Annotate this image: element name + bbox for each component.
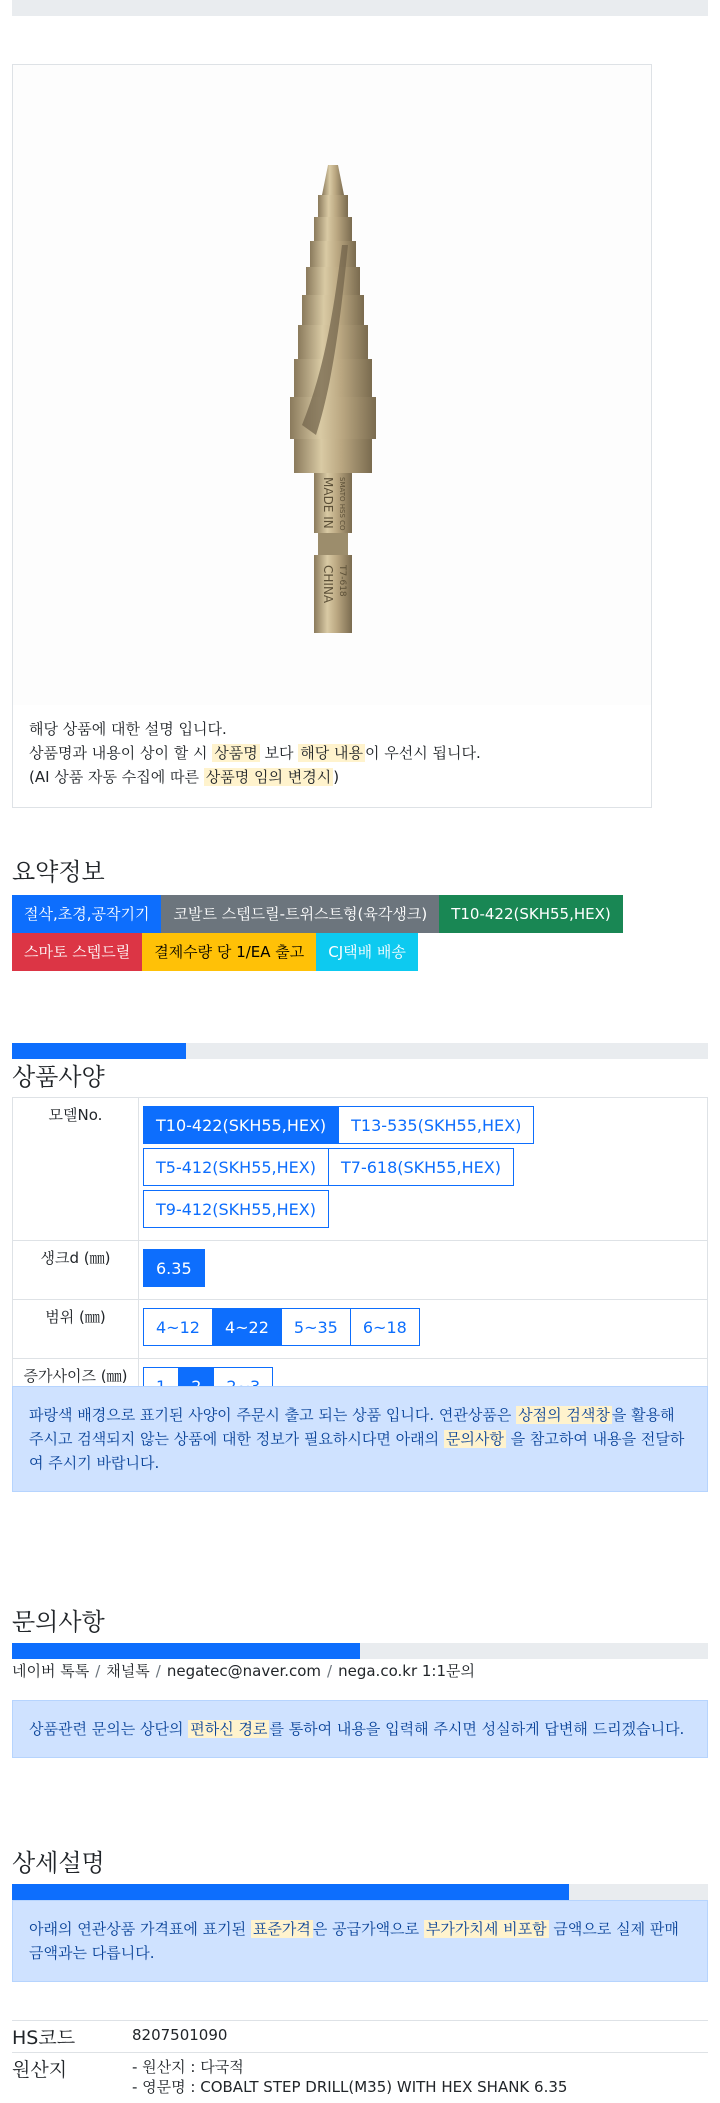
note-line-3: (AI 상품 자동 수집에 따른 상품명 임의 변경시 ) <box>29 768 340 786</box>
summary-tags-row-2 <box>12 933 418 971</box>
spec-option-button[interactable]: T13-535(SKH55,HEX) <box>338 1106 534 1144</box>
detail-title: 상세설명 <box>12 1849 105 1877</box>
spec-option-button[interactable]: 5~35 <box>281 1308 351 1346</box>
contact-link[interactable]: 채널톡 <box>106 1662 150 1680</box>
detail-progress-fill <box>12 1884 569 1900</box>
origin-line-1: - 원산지 : 다국적 <box>132 2058 244 2076</box>
contact-links <box>12 1660 475 1681</box>
engraving-china: CHINA <box>321 565 335 604</box>
engraving-brand: SMATO HSS CO <box>338 477 346 531</box>
spec-option-button[interactable]: 4~22 <box>212 1308 282 1346</box>
inquiry-title: 문의사항 <box>12 1608 105 1636</box>
spec-row <box>13 1300 708 1359</box>
contact-link[interactable]: negatec@naver.com <box>166 1662 322 1680</box>
note-line-2: 상품명과 내용이 상이 할 시 상품명 보다 해당 내용 이 우선시 됩니다. <box>29 744 481 762</box>
step-drill-illustration <box>232 125 432 645</box>
contact-link[interactable]: nega.co.kr 1:1문의 <box>338 1662 475 1680</box>
summary-tag: 스마토 스텝드릴 <box>12 933 142 971</box>
origin-line-2: - 영문명 : COBALT STEP DRILL(M35) WITH HEX SHANK 6.35 <box>132 2078 568 2096</box>
origin-value <box>132 2053 567 2097</box>
engraving-made-in: MADE IN <box>321 477 335 529</box>
spec-row-label: 증가사이즈 (㎜) <box>13 1359 139 1418</box>
origin-row <box>12 2052 708 2097</box>
spec-option-button[interactable]: T7-618(SKH55,HEX) <box>328 1148 514 1186</box>
inquiry-progress-bar <box>12 1643 708 1659</box>
engraving-model: T7-618 <box>337 565 347 597</box>
spec-row-label: 생크d (㎜) <box>13 1241 139 1300</box>
spec-title: 상품사양 <box>12 1063 105 1091</box>
spec-table <box>12 1097 708 1418</box>
spec-row <box>13 1098 708 1241</box>
spec-option-button[interactable]: 4~12 <box>143 1308 213 1346</box>
contact-link[interactable]: 네이버 톡톡 <box>12 1662 90 1680</box>
spec-row-label: 범위 (㎜) <box>13 1300 139 1359</box>
spec-option-button[interactable]: T9-412(SKH55,HEX) <box>143 1190 329 1228</box>
note-line-1: 해당 상품에 대한 설명 입니다. <box>29 720 227 738</box>
summary-tag: T10-422(SKH55,HEX) <box>439 895 623 933</box>
spec-option-button[interactable]: 6~18 <box>350 1308 420 1346</box>
detail-alert: 아래의 연관상품 가격표에 표기된 표준가격 은 공급가액으로 부가가치세 비포함 금액으로 실제 판매금액과는 다릅니다. <box>12 1900 708 1982</box>
summary-tag: 코발트 스텝드릴-트위스트형(육각생크) <box>161 895 439 933</box>
inquiry-alert: 상품관련 문의는 상단의 편하신 경로 를 통하여 내용을 입력해 주시면 성실하게 답변해 드리겠습니다. <box>12 1700 708 1758</box>
contact-separator: / <box>155 1662 161 1680</box>
spec-progress-bar <box>12 1043 708 1059</box>
summary-tag: CJ택배 배송 <box>316 933 418 971</box>
product-image-box <box>12 64 652 808</box>
spec-row <box>13 1241 708 1300</box>
spec-row-options <box>139 1300 708 1359</box>
hs-code-row <box>12 2020 708 2050</box>
spec-row-options <box>139 1241 708 1300</box>
product-note <box>29 717 481 789</box>
summary-tag: 절삭,초경,공작기기 <box>12 895 161 933</box>
spec-option-button[interactable]: T5-412(SKH55,HEX) <box>143 1148 329 1186</box>
contact-separator: / <box>95 1662 101 1680</box>
spec-row-label: 모델No. <box>13 1098 139 1241</box>
hs-code-label: HS코드 <box>12 2027 76 2049</box>
contact-separator: / <box>327 1662 333 1680</box>
spec-alert: 파랑색 배경으로 표기된 사양이 주문시 출고 되는 상품 입니다. 연관상품은 상점의 검색창 을 활용해 주시고 검색되지 않는 상품에 대한 정보가 필요하시다면 아래의 문의사항 을 참고하여 내용을 전달하여 주시기 바랍니다. <box>12 1386 708 1492</box>
origin-label: 원산지 <box>12 2059 68 2081</box>
spec-row-options <box>139 1098 708 1241</box>
top-progress-bar <box>12 0 708 16</box>
product-image <box>13 65 651 705</box>
detail-progress-bar <box>12 1884 708 1900</box>
hs-code-value: 8207501090 <box>132 2026 228 2044</box>
summary-tag: 결제수량 당 1/EA 출고 <box>142 933 316 971</box>
spec-option-button[interactable]: T10-422(SKH55,HEX) <box>143 1106 339 1144</box>
spec-option-button[interactable]: 6.35 <box>143 1249 205 1287</box>
summary-tags-row-1 <box>12 895 623 933</box>
inquiry-progress-fill <box>12 1643 360 1659</box>
summary-title: 요약정보 <box>12 858 105 886</box>
